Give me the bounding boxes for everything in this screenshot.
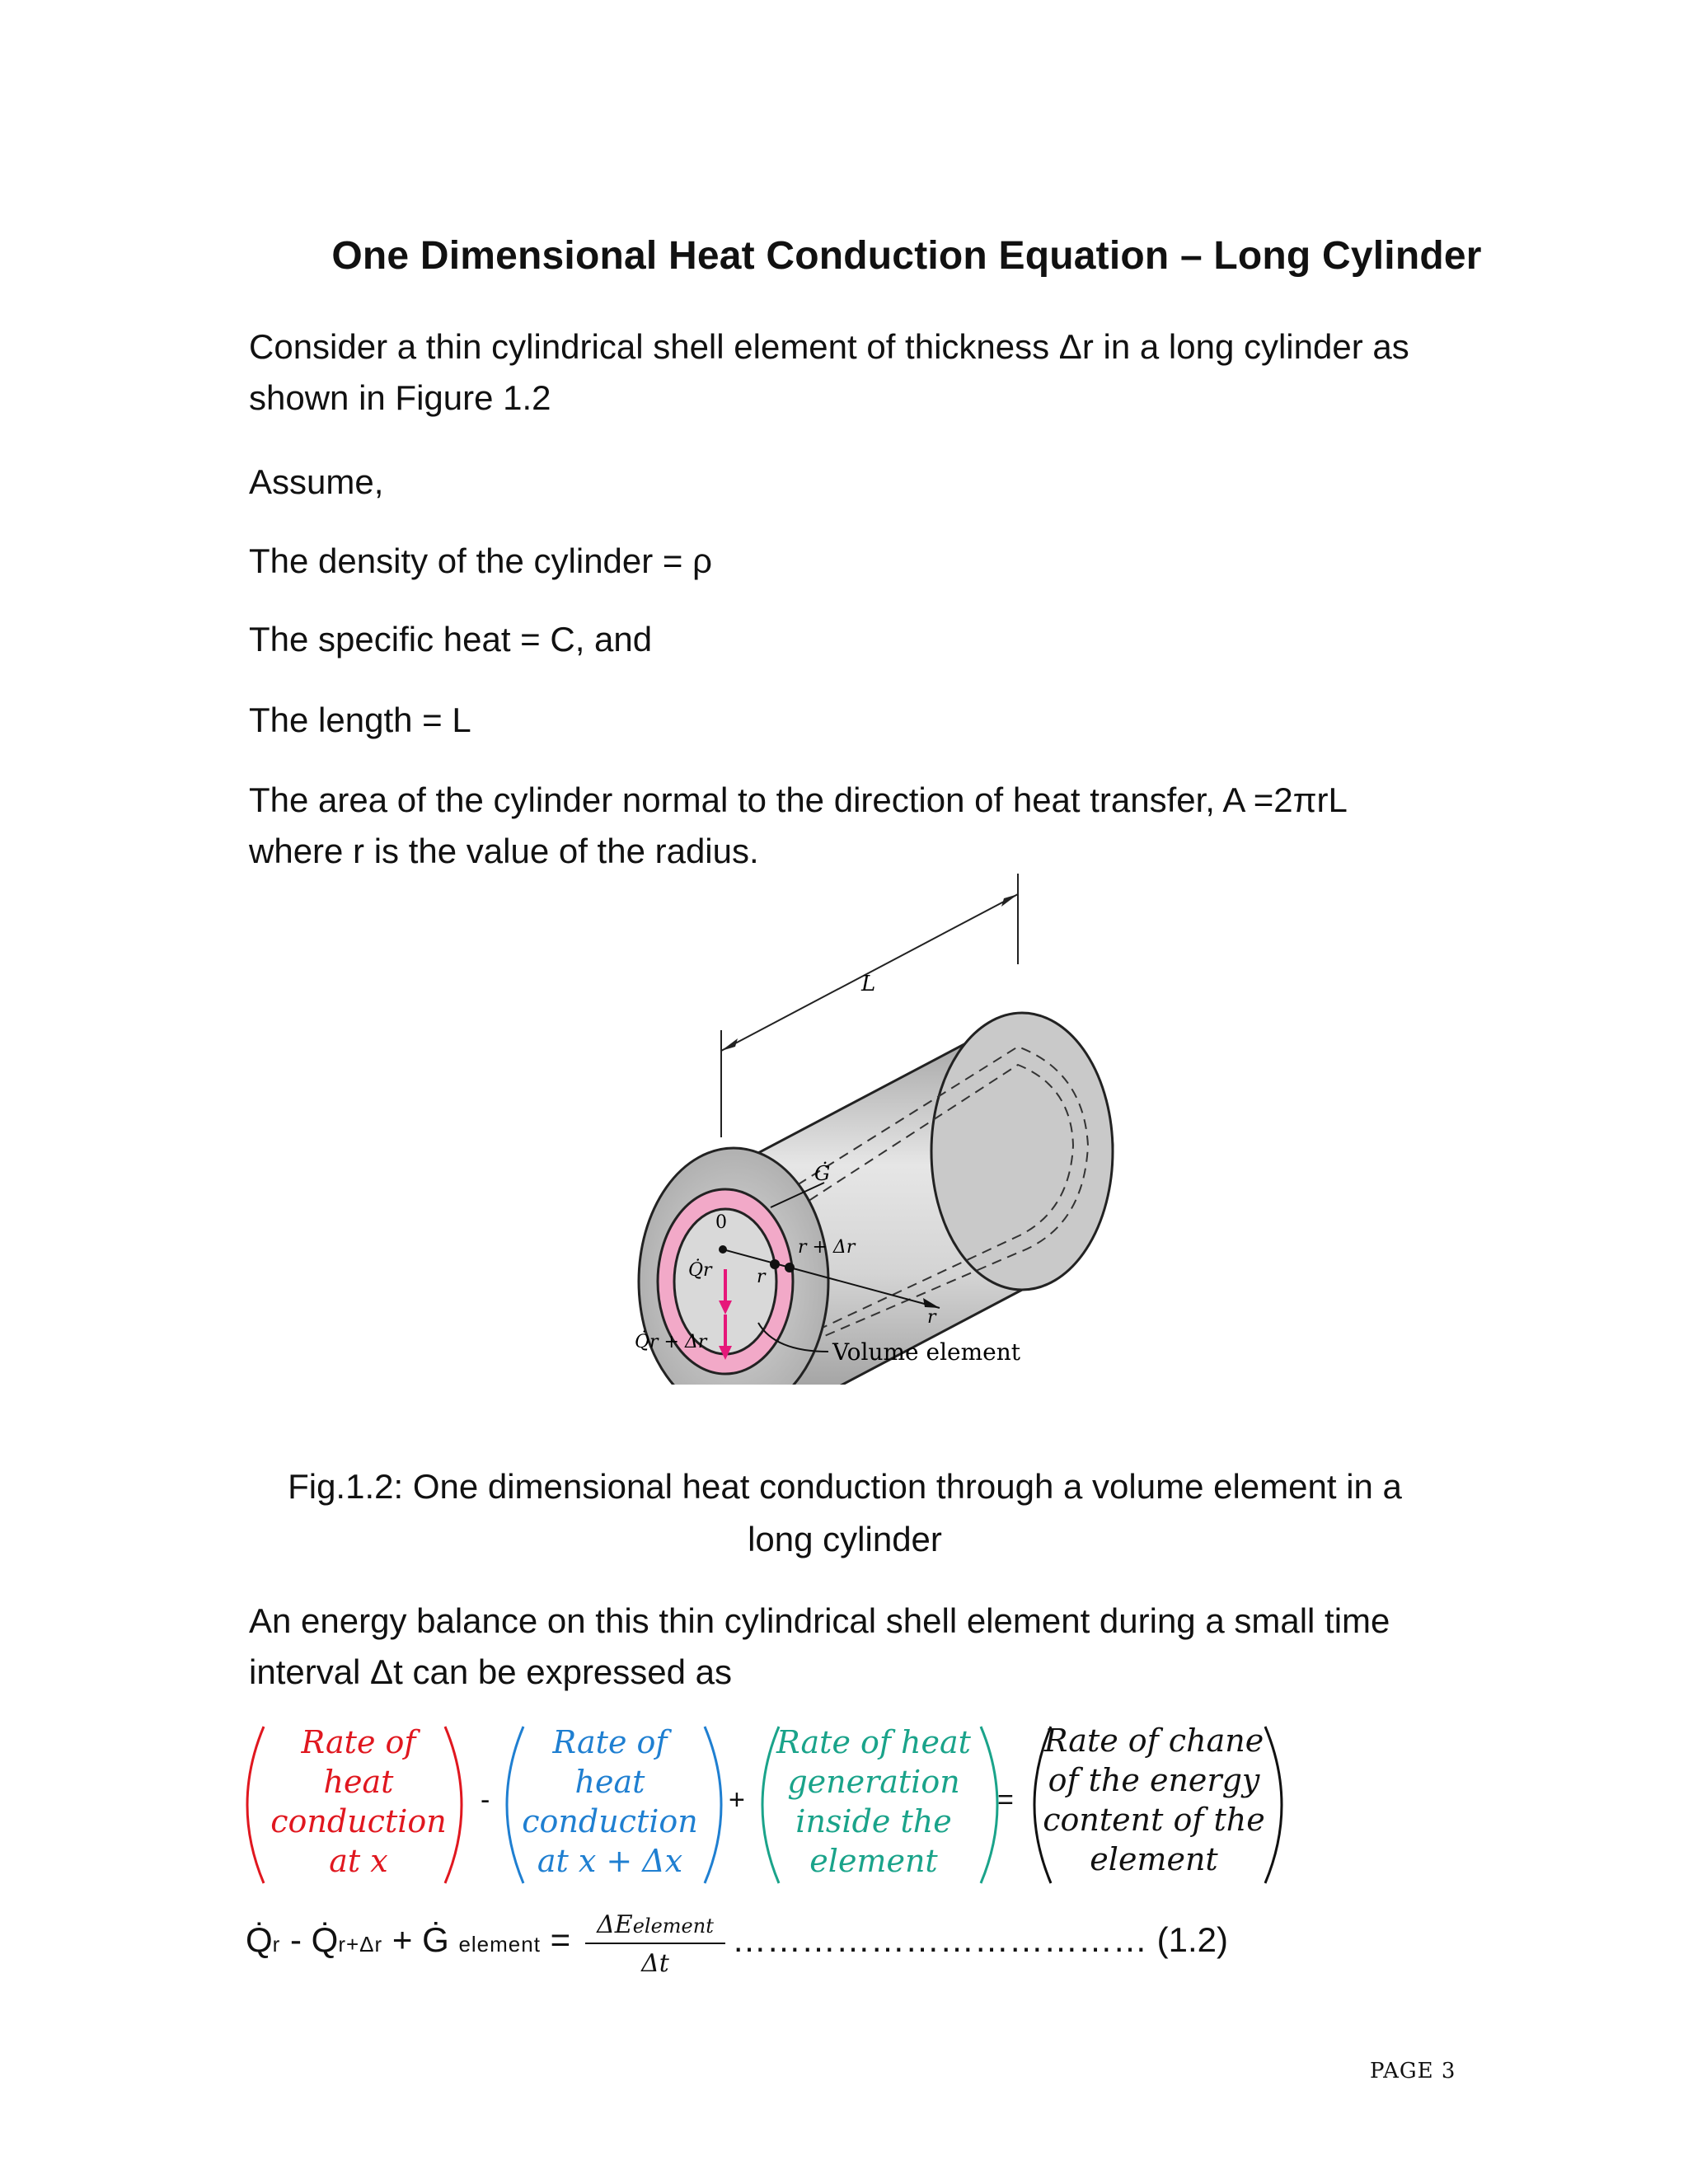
minus-operator: - <box>481 1784 490 1816</box>
sub-element: element <box>458 1932 541 1957</box>
plus-operator: + <box>729 1784 745 1816</box>
term3-right-paren <box>981 1727 997 1883</box>
label-volume-element: Volume element <box>832 1338 1021 1366</box>
label-r-plus-dr: r + Δr <box>798 1237 856 1258</box>
label-origin: 0 <box>715 1212 727 1233</box>
cylinder-back-face <box>931 1013 1113 1290</box>
label-G: Ġ <box>814 1162 831 1185</box>
eq-minus: - <box>280 1920 312 1959</box>
label-Qr-plus-dr: Q̇r + Δr <box>635 1332 707 1352</box>
term-energy-change: Rate of chane of the energy content of the element <box>1043 1722 1265 1877</box>
fraction-dE-dt <box>585 1910 725 1978</box>
radius-line: where r is the value of the radius. <box>249 832 759 870</box>
term2-right-paren <box>705 1727 721 1883</box>
intro-paragraph: Consider a thin cylindrical shell element of thickness Δr in a long cylinder as shown in Figure 1.2 <box>249 327 1409 417</box>
frac-numerator: ΔE <box>597 1910 633 1939</box>
eq-equals: = <box>540 1920 571 1959</box>
page-number: PAGE 3 <box>1370 2059 1456 2083</box>
label-Qr: Q̇r <box>688 1260 712 1281</box>
label-r-axis: r <box>927 1307 936 1328</box>
frac-numerator-sub: element <box>632 1915 714 1938</box>
balance-intro: An energy balance on this thin cylindrical shell element during a small time interval Δt can be expressed as <box>249 1601 1390 1691</box>
term-conduction-at-x: Rate of heat conduction at x <box>270 1724 447 1879</box>
assume-line: Assume, <box>249 462 384 501</box>
frac-denominator: Δt <box>641 1949 669 1978</box>
q-dot-r: Q̇ <box>246 1920 273 1959</box>
term4-right-paren <box>1265 1727 1282 1883</box>
area-line: The area of the cylinder normal to the direction of heat transfer, A =2πrL <box>249 780 1348 819</box>
equation-number: ……………………………… (1.2) <box>732 1920 1229 1959</box>
label-L: L <box>861 972 876 996</box>
equals-operator: = <box>997 1784 1014 1816</box>
cylinder-figure <box>610 874 1121 1385</box>
eq-plus: + <box>382 1920 423 1959</box>
label-r: r <box>757 1267 766 1287</box>
figure-caption: Fig.1.2: One dimensional heat conduction through a volume element in a long cylinder <box>288 1467 1402 1558</box>
density-line: The density of the cylinder = ρ <box>249 541 713 580</box>
g-dot: Ġ <box>422 1920 449 1959</box>
term-conduction-at-x-dx: Rate of heat conduction at x + Δx <box>522 1724 698 1879</box>
page-title: One Dimensional Heat Conduction Equation – Long Cylinder <box>331 234 1482 278</box>
length-line: The length = L <box>249 701 471 739</box>
sub-r-dr: r+Δr <box>338 1932 383 1957</box>
q-dot-r-dr: Q̇ <box>311 1920 339 1959</box>
specific-heat-line: The specific heat = C, and <box>249 620 653 658</box>
sub-r: r <box>272 1932 281 1957</box>
equation-1-2 <box>246 1920 570 1960</box>
term-heat-generation: Rate of heat generation inside the element <box>776 1724 971 1879</box>
term1-left-paren <box>247 1727 264 1883</box>
